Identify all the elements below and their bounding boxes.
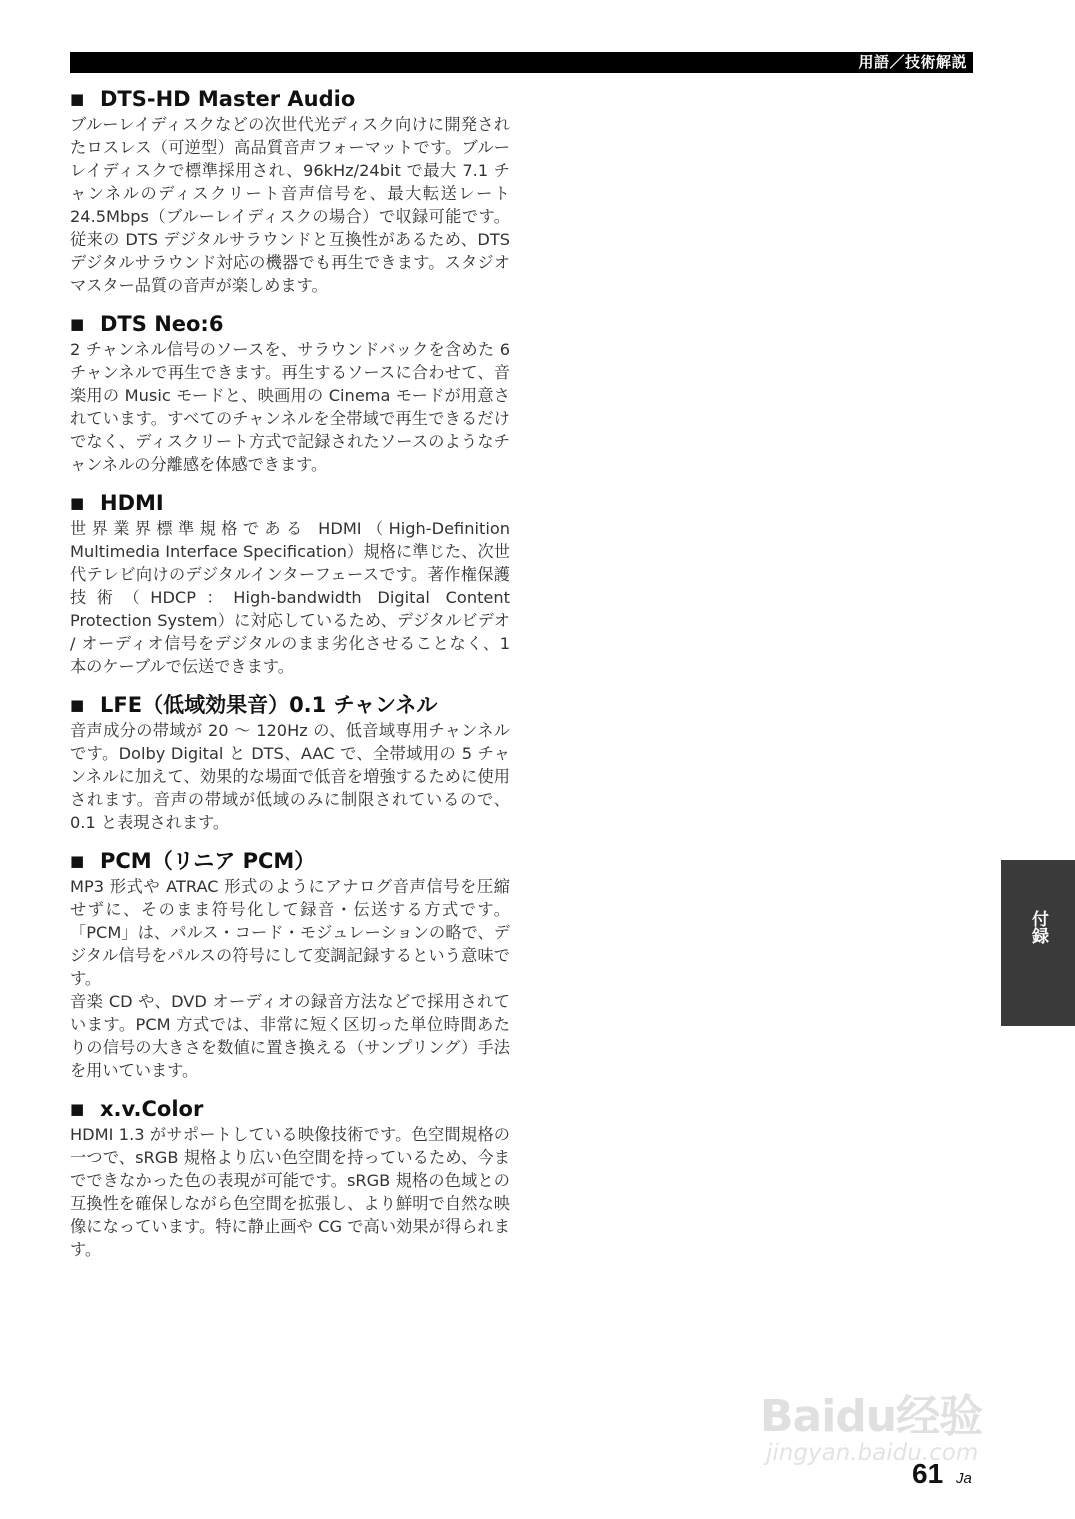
heading-text: DTS Neo:6 bbox=[100, 312, 224, 336]
baidu-watermark bbox=[760, 1360, 1020, 1480]
section-heading bbox=[70, 86, 510, 112]
square-bullet-icon: ■ bbox=[70, 494, 85, 512]
page-number: 61 bbox=[912, 1458, 944, 1489]
watermark-url: jingyan.baidu.com bbox=[766, 1440, 979, 1466]
heading-text: DTS-HD Master Audio bbox=[100, 87, 356, 111]
section-dts-hd bbox=[70, 86, 510, 297]
section-hdmi bbox=[70, 490, 510, 678]
section-heading bbox=[70, 1096, 510, 1122]
section-xvcolor bbox=[70, 1096, 510, 1261]
page-language: Ja bbox=[956, 1470, 972, 1487]
section-lfe bbox=[70, 692, 510, 834]
section-heading bbox=[70, 848, 510, 874]
section-pcm bbox=[70, 848, 510, 1082]
section-body: MP3 形式や ATRAC 形式のようにアナログ音声信号を圧縮せずに、そのまま符号化して録音・伝送する方式です。「PCM」は、パルス・コード・モジュレーションの略で、デジタル信号をパルスの符号にして変調記録するという意味です。 bbox=[70, 877, 510, 988]
section-body: 世界業界標準規格である HDMI（High-Definition Multimedia Interface Specification）規格に準じた、次世代テレビ向けのデジタルインターフェースです。著作権保護技術（HDCP：High-bandwidth Digital Content Protection System）に対応しているため、デジタルビデオ / オーディオ信号をデジタルのまま劣化させることなく、1 本のケーブルで伝送できます。 bbox=[70, 519, 510, 676]
side-tab-label: 付録 bbox=[1028, 910, 1048, 944]
section-heading bbox=[70, 311, 510, 337]
heading-text: LFE（低域効果音）0.1 チャンネル bbox=[100, 693, 438, 717]
square-bullet-icon: ■ bbox=[70, 90, 85, 108]
section-dts-neo6 bbox=[70, 311, 510, 476]
heading-text: PCM（リニア PCM） bbox=[100, 849, 316, 873]
header-label: 用語／技術解説 bbox=[858, 53, 967, 71]
section-body: 2 チャンネル信号のソースを、サラウンドバックを含めた 6 チャンネルで再生できます。再生するソースに合わせて、音楽用の Music モードと、映画用の Cinema モードが用意されています。すべてのチャンネルを全帯域で再生できるだけでなく、ディスクリート方式で記録されたソースのようなチャンネルの分離感を体感できます。 bbox=[70, 340, 510, 474]
section-body: ブルーレイディスクなどの次世代光ディスク向けに開発されたロスレス（可逆型）高品質音声フォーマットです。ブルーレイディスクで標準採用され、96kHz/24bit で最大 7.1 チャンネルのディスクリート音声信号を、最大転送レート 24.5Mbps（ブルーレイディスクの場合）で収録可能です。従来の DTS デジタルサラウンドと互換性があるため、DTS デジタルサラウンド対応の機器でも再生できます。スタジオマスター品質の音声が楽しめます。 bbox=[70, 115, 510, 295]
section-heading bbox=[70, 692, 510, 718]
square-bullet-icon: ■ bbox=[70, 852, 85, 870]
square-bullet-icon: ■ bbox=[70, 696, 85, 714]
section-body: HDMI 1.3 がサポートしている映像技術です。色空間規格の一つで、sRGB 規格より広い色空間を持っているため、今までできなかった色の表現が可能です。sRGB 規格の色域との互換性を確保しながら色空間を拡張し、より鮮明で自然な映像になっています。特に静止画や CG で高い効果が得られます。 bbox=[70, 1125, 510, 1259]
heading-text: x.v.Color bbox=[100, 1097, 204, 1121]
section-body-continued: 音楽 CD や、DVD オーディオの録音方法などで採用されています。PCM 方式では、非常に短く区切った単位時間あたりの信号の大きさを数値に置き換える（サンプリング）手法を用いています。 bbox=[70, 992, 510, 1080]
appendix-side-tab[interactable] bbox=[1001, 860, 1075, 1026]
section-heading bbox=[70, 490, 510, 516]
square-bullet-icon: ■ bbox=[70, 1100, 85, 1118]
heading-text: HDMI bbox=[100, 491, 164, 515]
square-bullet-icon: ■ bbox=[70, 315, 85, 333]
section-body: 音声成分の帯域が 20 ～ 120Hz の、低音域専用チャンネルです。Dolby Digital と DTS、AAC で、全帯域用の 5 チャンネルに加えて、効果的な場面で低音を増強するために使用されます。音声の帯域が低域のみに制限されているので、0.1 と表現されます。 bbox=[70, 721, 510, 832]
main-content bbox=[70, 86, 510, 1275]
watermark-text: Baidu经验 bbox=[760, 1391, 983, 1442]
header-bar bbox=[70, 52, 973, 73]
